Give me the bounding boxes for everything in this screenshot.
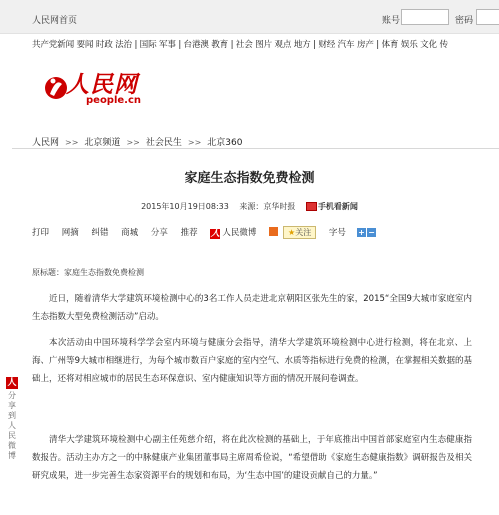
bookmark-button[interactable]: 网摘 (61, 228, 79, 238)
breadcrumb-item-beijing360[interactable]: 北京360 (207, 138, 243, 148)
breadcrumb-item-society[interactable]: 社会民生 (145, 138, 182, 148)
font-size-label: 字号 (328, 228, 346, 238)
article-paragraph: 近日，随着清华大学建筑环境检测中心的3名工作人员走进北京朝阳区张先生的家，2015“全国9大城市家庭室内生态指数大型免费检测活动”启动。 (32, 294, 472, 322)
zoom-out-icon[interactable]: − (368, 228, 375, 237)
channel-nav[interactable]: 共产党新闻 要闻 时政 法治 | 国际 军事 | 台港澳 教育 | 社会 图片 观点 地方 | 财经 汽车 房产 | 体育 娱乐 文化 传 (32, 40, 448, 50)
zoom-in-icon[interactable]: + (358, 228, 365, 237)
top-bar (0, 0, 499, 34)
password-input[interactable] (476, 9, 499, 25)
mobile-news-label: 手机看新闻 (317, 202, 358, 211)
share-button[interactable]: 分享 (150, 228, 168, 238)
recommend-button[interactable]: 推荐 (180, 228, 198, 238)
people-weibo-icon: 人 (7, 378, 17, 388)
article-paragraph: 本次活动由中国环境科学学会室内环境与健康分会指导，清华大学建筑环境检测中心进行检测，将在北京、上海、广州等9大城市相继进行，为每个城市数百户家庭的室内空气、水质等指标进行免费的检测，在掌握相关数据的基础上，还将对相应城市的居民生态环保意识、室内健康知识等方面的情况开展问卷调查。 (32, 338, 472, 384)
article-date: 2015年10月19日08:33 (141, 202, 229, 211)
breadcrumb (32, 135, 242, 148)
share-sidebar-label: 分享到人民微博 (8, 391, 16, 460)
correct-button[interactable]: 纠错 (91, 228, 109, 238)
article-toolbar (32, 226, 376, 239)
breadcrumb-separator: >> (65, 138, 79, 147)
weibo-icon: 人 (210, 229, 220, 239)
breadcrumb-separator: >> (187, 138, 202, 147)
article-title: 家庭生态指数免费检测 (184, 171, 315, 186)
weibo-link[interactable] (210, 228, 256, 238)
logo-domain: people.cn (86, 95, 142, 106)
original-title: 原标题：家庭生态指数免费检测 (32, 268, 144, 277)
follow-button[interactable] (283, 226, 316, 239)
weibo-label: 人民微博 (222, 228, 257, 238)
follow-label: 关注 (295, 228, 312, 237)
breadcrumb-item-people[interactable]: 人民网 (32, 138, 60, 148)
mobile-news-icon (306, 202, 317, 211)
breadcrumb-separator: >> (126, 138, 140, 147)
article-meta (0, 201, 499, 212)
star-icon: ★ (288, 228, 296, 237)
print-button[interactable]: 打印 (32, 228, 50, 238)
rss-icon[interactable] (269, 227, 278, 236)
logo-wordmark[interactable]: 人民网 (66, 71, 138, 98)
mall-link[interactable]: 商城 (121, 228, 139, 238)
home-link[interactable]: 人民网首页 (32, 16, 78, 26)
article-paragraph: 清华大学建筑环境检测中心副主任苑慈介绍，将在此次检测的基础上，于年底推出中国首部家庭室内生态健康指数报告。活动主办方之一的中脉健康产业集团董事局主席周希俭说，“希望借助《家庭生态健康指数》调研报告及相关研究成果，进一步完善生态家资源平台的规划和布局，为‘生态中国’的建设贡献自己的力量。” (32, 435, 472, 481)
account-input[interactable] (401, 9, 449, 25)
divider (12, 148, 499, 149)
share-sidebar[interactable] (5, 377, 19, 461)
breadcrumb-item-beijing[interactable]: 北京频道 (84, 138, 121, 148)
mobile-news-link[interactable] (306, 202, 358, 211)
account-label: 账号 (382, 16, 401, 26)
article-source[interactable]: 来源：京华时报 (239, 202, 296, 211)
password-label: 密码 (455, 16, 474, 26)
